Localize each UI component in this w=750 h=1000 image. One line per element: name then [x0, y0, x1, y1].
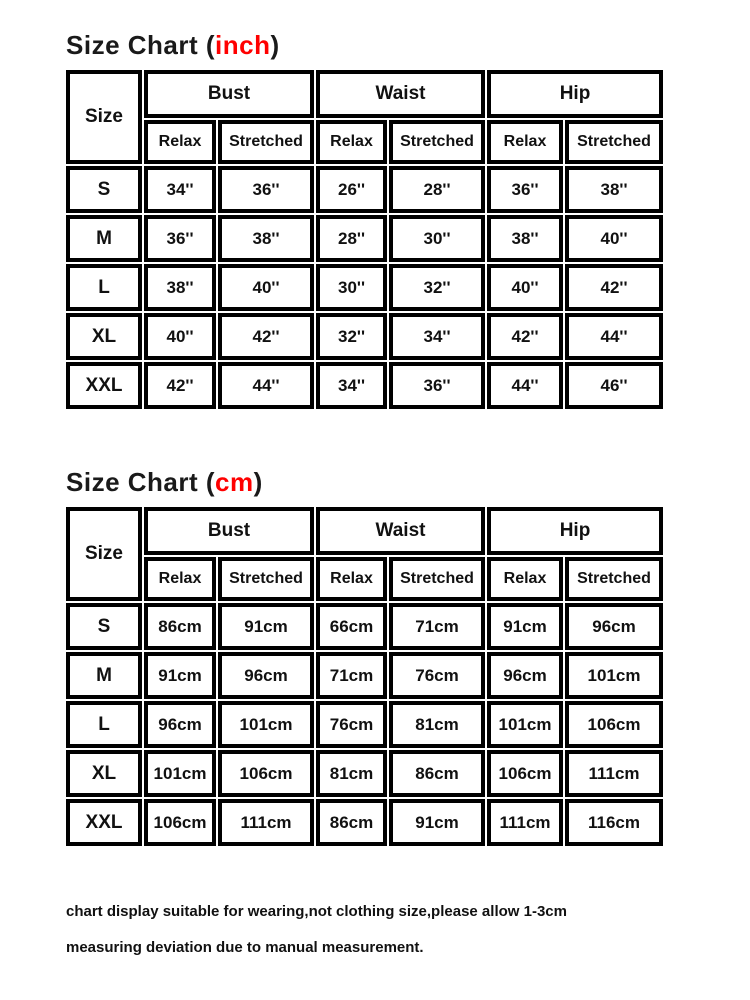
- hip-stretched-value: 42'': [565, 264, 663, 311]
- waist-header-cell: Waist: [316, 507, 485, 555]
- table-row-m: [66, 215, 663, 262]
- hip-stretched-header: Stretched: [565, 557, 663, 601]
- title-prefix: Size Chart (: [66, 467, 216, 497]
- waist-relax-value: 66cm: [316, 603, 387, 650]
- waist-relax-value: 86cm: [316, 799, 387, 846]
- hip-relax-value: 38'': [487, 215, 563, 262]
- waist-stretched-value: 32'': [389, 264, 485, 311]
- waist-relax-value: 28'': [316, 215, 387, 262]
- bust-header-cell: Bust: [144, 507, 314, 555]
- bust-stretched-value: 91cm: [218, 603, 314, 650]
- title-unit-cm: cm: [215, 467, 254, 497]
- hip-relax-value: 101cm: [487, 701, 563, 748]
- table-row-s: [66, 166, 663, 213]
- table-row-l: [66, 701, 663, 748]
- size-cell: L: [66, 264, 142, 311]
- bust-stretched-value: 40'': [218, 264, 314, 311]
- size-cell: S: [66, 166, 142, 213]
- table-row-l: [66, 264, 663, 311]
- bust-relax-value: 91cm: [144, 652, 216, 699]
- size-chart-cm-title: [66, 467, 750, 498]
- hip-relax-value: 96cm: [487, 652, 563, 699]
- hip-stretched-value: 111cm: [565, 750, 663, 797]
- bust-relax-header: Relax: [144, 120, 216, 164]
- waist-stretched-value: 86cm: [389, 750, 485, 797]
- hip-relax-value: 40'': [487, 264, 563, 311]
- waist-relax-header: Relax: [316, 120, 387, 164]
- hip-relax-header: Relax: [487, 557, 563, 601]
- size-cell: XL: [66, 313, 142, 360]
- table-row-m: [66, 652, 663, 699]
- size-chart-inch-section: [64, 30, 750, 411]
- waist-stretched-value: 76cm: [389, 652, 485, 699]
- disclaimer-line-1: chart display suitable for wearing,not clothing size,please allow 1-3cm: [66, 903, 567, 920]
- bust-stretched-value: 101cm: [218, 701, 314, 748]
- header-group-row: [66, 70, 663, 118]
- size-header-cell: Size: [66, 70, 142, 164]
- bust-relax-value: 40'': [144, 313, 216, 360]
- bust-stretched-value: 111cm: [218, 799, 314, 846]
- size-table-cm: [64, 505, 665, 848]
- bust-relax-value: 42'': [144, 362, 216, 409]
- hip-stretched-value: 116cm: [565, 799, 663, 846]
- hip-relax-value: 36'': [487, 166, 563, 213]
- header-sub-row: [66, 557, 663, 601]
- waist-header-cell: Waist: [316, 70, 485, 118]
- disclaimer-line-2: measuring deviation due to manual measurement.: [66, 939, 424, 956]
- hip-relax-value: 91cm: [487, 603, 563, 650]
- bust-stretched-value: 36'': [218, 166, 314, 213]
- hip-relax-value: 106cm: [487, 750, 563, 797]
- bust-relax-value: 106cm: [144, 799, 216, 846]
- hip-stretched-value: 46'': [565, 362, 663, 409]
- hip-relax-value: 44'': [487, 362, 563, 409]
- title-prefix: Size Chart (: [66, 30, 216, 60]
- waist-relax-value: 71cm: [316, 652, 387, 699]
- size-cell: M: [66, 215, 142, 262]
- waist-stretched-value: 34'': [389, 313, 485, 360]
- size-cell: M: [66, 652, 142, 699]
- table-row-s: [66, 603, 663, 650]
- waist-stretched-value: 36'': [389, 362, 485, 409]
- waist-relax-value: 76cm: [316, 701, 387, 748]
- table-row-xl: [66, 750, 663, 797]
- waist-stretched-value: 30'': [389, 215, 485, 262]
- size-cell: XL: [66, 750, 142, 797]
- bust-relax-value: 96cm: [144, 701, 216, 748]
- bust-stretched-value: 96cm: [218, 652, 314, 699]
- title-suffix: ): [253, 467, 263, 497]
- hip-header-cell: Hip: [487, 507, 663, 555]
- hip-stretched-value: 38'': [565, 166, 663, 213]
- bust-stretched-header: Stretched: [218, 557, 314, 601]
- hip-stretched-value: 40'': [565, 215, 663, 262]
- size-cell: XXL: [66, 799, 142, 846]
- title-suffix: ): [270, 30, 280, 60]
- waist-stretched-value: 91cm: [389, 799, 485, 846]
- hip-relax-value: 42'': [487, 313, 563, 360]
- waist-relax-header: Relax: [316, 557, 387, 601]
- bust-stretched-value: 106cm: [218, 750, 314, 797]
- bust-stretched-value: 44'': [218, 362, 314, 409]
- table-row-xl: [66, 313, 663, 360]
- waist-stretched-value: 81cm: [389, 701, 485, 748]
- hip-stretched-header: Stretched: [565, 120, 663, 164]
- bust-relax-value: 101cm: [144, 750, 216, 797]
- waist-relax-value: 81cm: [316, 750, 387, 797]
- hip-stretched-value: 96cm: [565, 603, 663, 650]
- table-row-xxl: [66, 799, 663, 846]
- header-group-row: [66, 507, 663, 555]
- bust-relax-header: Relax: [144, 557, 216, 601]
- bust-stretched-value: 38'': [218, 215, 314, 262]
- size-chart-inch-title: [66, 30, 750, 61]
- bust-relax-value: 36'': [144, 215, 216, 262]
- hip-relax-header: Relax: [487, 120, 563, 164]
- waist-relax-value: 30'': [316, 264, 387, 311]
- hip-stretched-value: 106cm: [565, 701, 663, 748]
- waist-stretched-header: Stretched: [389, 557, 485, 601]
- bust-header-cell: Bust: [144, 70, 314, 118]
- size-table-inch: [64, 68, 665, 411]
- size-chart-cm-section: [64, 467, 750, 848]
- size-header-cell: Size: [66, 507, 142, 601]
- bust-relax-value: 38'': [144, 264, 216, 311]
- size-cell: XXL: [66, 362, 142, 409]
- header-sub-row: [66, 120, 663, 164]
- measurement-disclaimer: [66, 894, 750, 966]
- waist-stretched-value: 28'': [389, 166, 485, 213]
- bust-relax-value: 34'': [144, 166, 216, 213]
- bust-stretched-value: 42'': [218, 313, 314, 360]
- size-cell: S: [66, 603, 142, 650]
- table-row-xxl: [66, 362, 663, 409]
- hip-stretched-value: 101cm: [565, 652, 663, 699]
- waist-relax-value: 32'': [316, 313, 387, 360]
- bust-relax-value: 86cm: [144, 603, 216, 650]
- hip-relax-value: 111cm: [487, 799, 563, 846]
- bust-stretched-header: Stretched: [218, 120, 314, 164]
- hip-stretched-value: 44'': [565, 313, 663, 360]
- hip-header-cell: Hip: [487, 70, 663, 118]
- waist-stretched-header: Stretched: [389, 120, 485, 164]
- title-unit-inch: inch: [215, 30, 271, 60]
- size-cell: L: [66, 701, 142, 748]
- waist-relax-value: 34'': [316, 362, 387, 409]
- waist-stretched-value: 71cm: [389, 603, 485, 650]
- waist-relax-value: 26'': [316, 166, 387, 213]
